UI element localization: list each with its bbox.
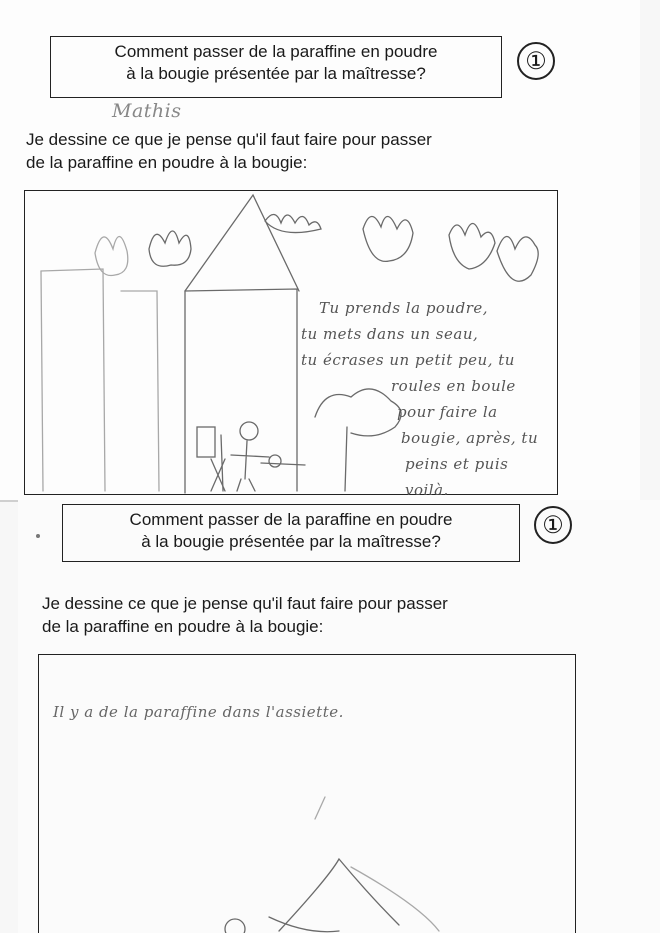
question-box bbox=[62, 504, 520, 562]
student-name: Mathis bbox=[112, 100, 182, 122]
note-line-3: tu écrases un petit peu, tu bbox=[301, 351, 515, 369]
question-line-2: à la bougie présentée par la maîtresse? bbox=[141, 532, 441, 551]
question-line-2: à la bougie présentée par la maîtresse? bbox=[126, 64, 426, 83]
note-line-6: bougie, après, tu bbox=[401, 429, 539, 447]
note-line-2: tu mets dans un seau, bbox=[301, 325, 479, 343]
question-line-1: Comment passer de la paraffine en poudre bbox=[114, 42, 438, 61]
punch-mark bbox=[36, 534, 40, 538]
handwritten-note bbox=[301, 295, 557, 500]
drawing-frame bbox=[24, 190, 558, 499]
question-line-1: Comment passer de la paraffine en poudre bbox=[129, 510, 453, 529]
question-box bbox=[50, 36, 502, 98]
drawing-frame bbox=[38, 654, 576, 933]
question-number: ① bbox=[534, 506, 572, 544]
note-line-7: peins et puis voilà. bbox=[405, 455, 509, 499]
drawing-prompt: Je dessine ce que je pense qu'il faut faire pour passer de la paraffine en poudre à la bougie: bbox=[26, 130, 432, 172]
note-line-5: pour faire la bbox=[397, 403, 498, 421]
question-number: ① bbox=[517, 42, 555, 80]
worksheet-bottom bbox=[18, 500, 660, 933]
note-line-1: Tu prends la poudre, bbox=[319, 299, 489, 317]
note-line-4: roules en boule bbox=[391, 377, 516, 395]
child-drawing bbox=[39, 655, 577, 933]
handwritten-note: Il y a de la paraffine dans l'assiette. bbox=[53, 703, 344, 721]
drawing-prompt: Je dessine ce que je pense qu'il faut faire pour passer de la paraffine en poudre à la bougie: bbox=[42, 594, 448, 636]
